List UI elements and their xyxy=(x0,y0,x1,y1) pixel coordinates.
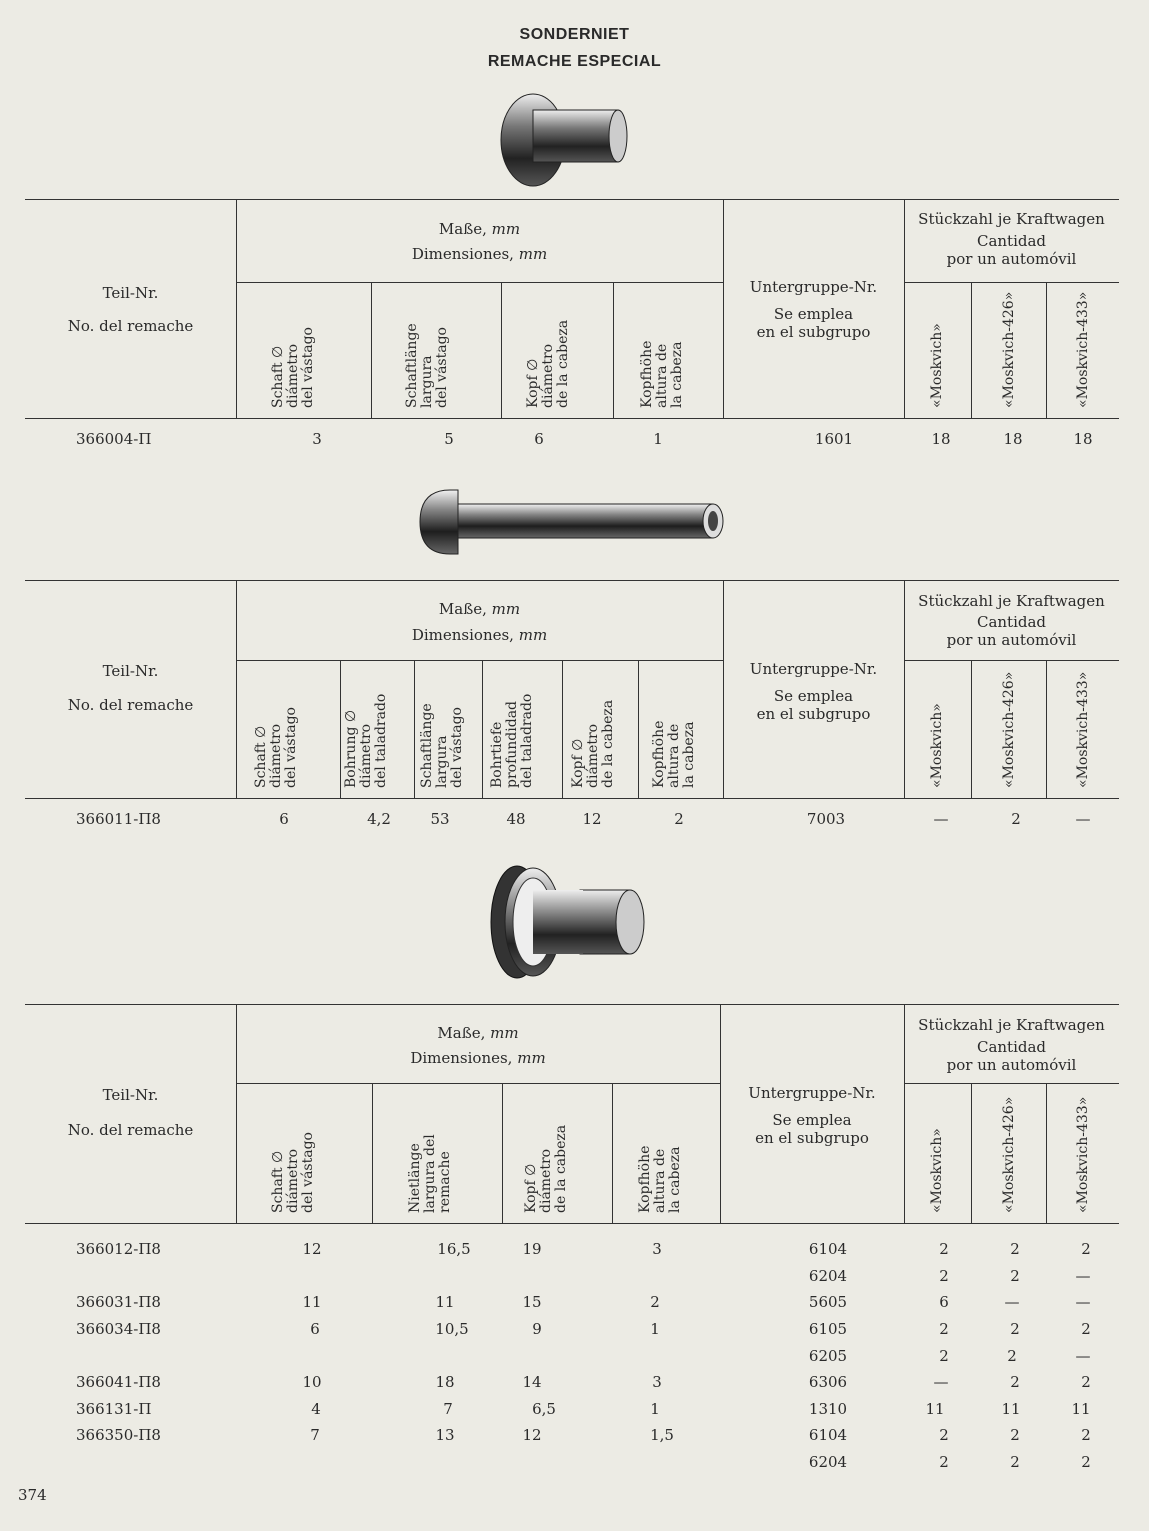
col-moskvich-426: «Moskvich-426» xyxy=(1001,671,1017,788)
col-schaft: Schaft ∅ diámetro del vástago xyxy=(270,327,316,408)
header-en-subgrupo: en el subgrupo xyxy=(755,1129,869,1147)
rivet-illustration-3 xyxy=(485,862,660,987)
col-kopfhoehe: Kopfhöhe altura de la cabeza xyxy=(637,1145,683,1213)
col-moskvich: «Moskvich» xyxy=(929,1128,945,1213)
col-kopf: Kopf ∅ diámetro de la cabeza xyxy=(570,699,616,788)
page-number: 374 xyxy=(18,1486,47,1504)
col-schaft: Schaft ∅ diámetro del vástago xyxy=(270,1132,316,1213)
header-teil-nr: Teil-Nr. xyxy=(102,662,159,680)
header-no-remache: No. del remache xyxy=(67,1121,194,1139)
col-kopfhoehe: Kopfhöhe altura de la cabeza xyxy=(639,340,685,408)
col-kopf: Kopf ∅ diámetro de la cabeza xyxy=(523,1124,569,1213)
header-dimensiones: Dimensiones, mm xyxy=(411,245,548,263)
col-schaftlaenge: Schaftlänge largura del vástago xyxy=(419,703,465,788)
col-moskvich-433: «Moskvich-433» xyxy=(1075,671,1091,788)
header-dimensiones: Dimensiones, mm xyxy=(411,626,548,644)
header-cantidad: Cantidad xyxy=(976,613,1047,631)
col-moskvich-426: «Moskvich-426» xyxy=(1001,1096,1017,1213)
col-schaft: Schaft ∅ diámetro del vástago xyxy=(253,707,299,788)
header-no-remache: No. del remache xyxy=(67,696,194,714)
header-en-subgrupo: en el subgrupo xyxy=(756,705,871,723)
header-se-emplea: Se emplea xyxy=(772,1111,852,1129)
header-masse: Maße, mm xyxy=(437,1024,519,1042)
header-no-remache: No. del remache xyxy=(67,317,194,335)
header-cantidad: Cantidad xyxy=(976,1038,1047,1056)
header-por-auto: por un automóvil xyxy=(946,1056,1077,1074)
header-por-auto: por un automóvil xyxy=(946,631,1077,649)
col-moskvich-426: «Moskvich-426» xyxy=(1001,291,1017,408)
header-untergruppe: Untergruppe-Nr. xyxy=(748,1084,876,1102)
header-en-subgrupo: en el subgrupo xyxy=(756,323,871,341)
col-bohrung: Bohrung ∅ diámetro del taladrado xyxy=(343,693,389,788)
col-moskvich-433: «Moskvich-433» xyxy=(1075,291,1091,408)
rivet-illustration-1 xyxy=(495,88,635,193)
col-moskvich: «Moskvich» xyxy=(929,703,945,788)
col-bohrtiefe: Bohrtiefe profundidad del taladrado xyxy=(489,693,535,788)
header-teil-nr: Teil-Nr. xyxy=(102,1086,159,1104)
header-cantidad: Cantidad xyxy=(976,232,1047,250)
header-masse: Maße, mm xyxy=(438,600,521,618)
header-untergruppe: Untergruppe-Nr. xyxy=(749,660,878,678)
header-masse: Maße, mm xyxy=(438,220,521,238)
col-kopf: Kopf ∅ diámetro de la cabeza xyxy=(525,319,571,408)
header-stueckzahl: Stückzahl je Kraftwagen xyxy=(918,592,1105,610)
col-kopfhoehe: Kopfhöhe altura de la cabeza xyxy=(651,720,697,788)
header-se-emplea: Se emplea xyxy=(773,305,854,323)
col-moskvich: «Moskvich» xyxy=(929,323,945,408)
rivet-illustration-2 xyxy=(410,482,730,562)
header-teil-nr: Teil-Nr. xyxy=(102,284,159,302)
header-untergruppe: Untergruppe-Nr. xyxy=(749,278,878,296)
col-schaftlaenge: Schaftlänge largura del vástago xyxy=(404,323,450,408)
header-por-auto: por un automóvil xyxy=(946,250,1077,268)
title-de: SONDERNIET xyxy=(519,26,630,43)
header-se-emplea: Se emplea xyxy=(773,687,854,705)
header-stueckzahl: Stückzahl je Kraftwagen xyxy=(918,210,1105,228)
header-dimensiones: Dimensiones, mm xyxy=(410,1049,546,1067)
header-stueckzahl: Stückzahl je Kraftwagen xyxy=(918,1016,1105,1034)
col-nietlaenge: Nietlänge largura del remache xyxy=(407,1134,453,1213)
col-moskvich-433: «Moskvich-433» xyxy=(1075,1096,1091,1213)
title-es: REMACHE ESPECIAL xyxy=(487,53,662,70)
